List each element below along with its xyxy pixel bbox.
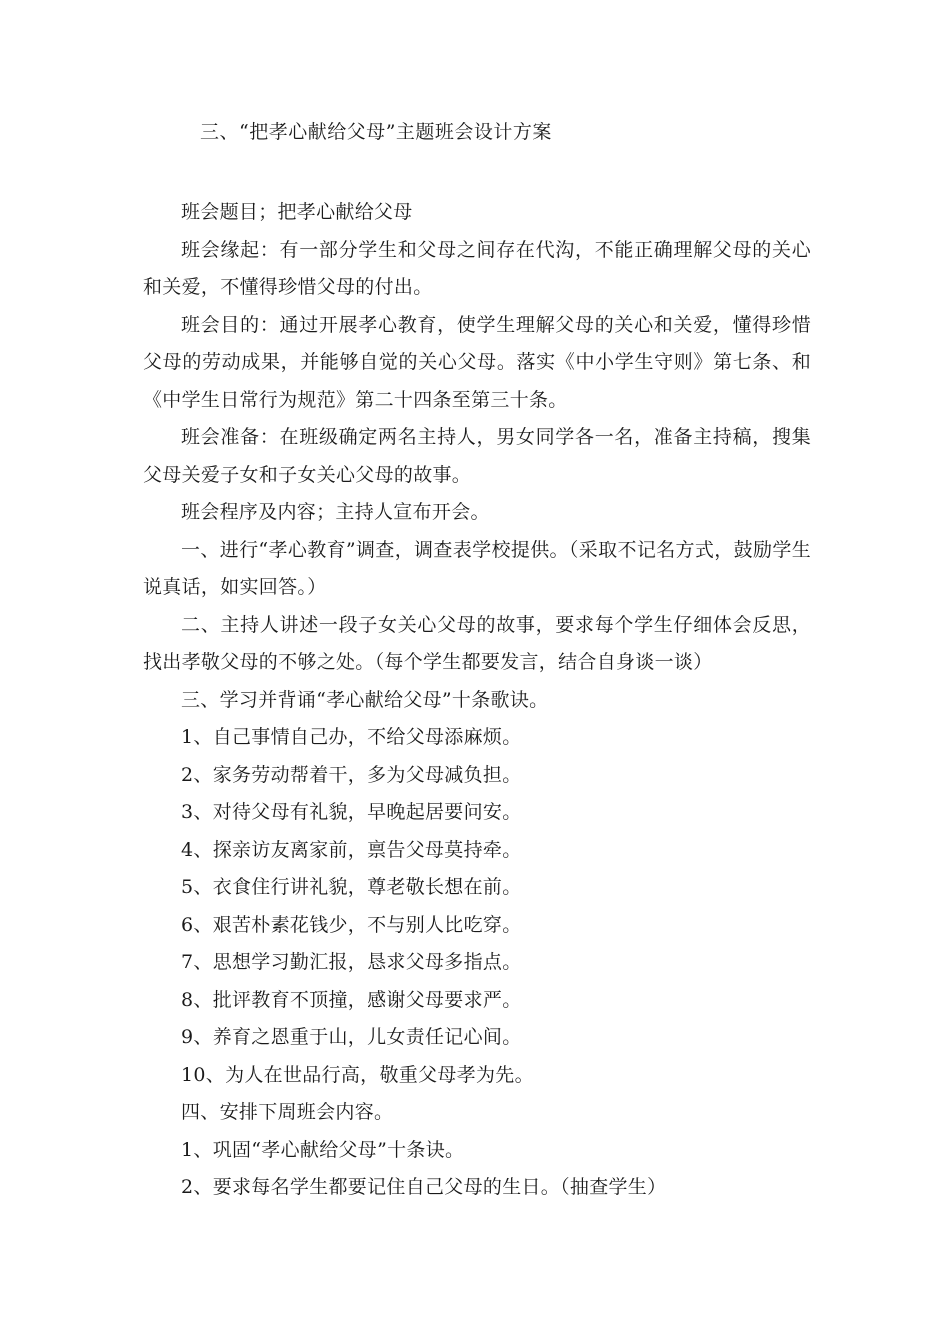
paragraph-procedure: 班会程序及内容；主持人宣布开会。: [181, 501, 490, 523]
paragraph-topic: 班会题目；把孝心献给父母: [181, 201, 413, 223]
list-item-next-1: 1、巩固“孝心献给父母”十条诀。: [181, 1138, 465, 1161]
paragraph-preparation: 班会准备：在班级确定两名主持人，男女同学各一名，准备主持稿，搜集父母关爱子女和子女关心父母的故事。: [143, 426, 811, 486]
list-item-verse-5: 5、衣食住行讲礼貌，尊老敬长想在前。: [181, 876, 522, 898]
list-item-verse-6: 6、艰苦朴素花钱少，不与别人比吃穿。: [181, 913, 522, 936]
list-item-verse-3: 3、对待父母有礼貌，早晚起居要问安。: [181, 801, 522, 823]
list-item-next-2: 2、要求每名学生都要记住自己父母的生日。（抽查学生）: [181, 1176, 667, 1198]
document-title: 三、“把孝心献给父母”主题班会设计方案: [200, 121, 552, 143]
paragraph-step-one: 一、进行“孝心教育”调查，调查表学校提供。（采取不记名方式，鼓励学生说真话，如实回答。）: [143, 538, 811, 598]
document-body: [143, 194, 811, 1207]
list-item-verse-8: 8、批评教育不顶撞，感谢父母要求严。: [181, 988, 522, 1011]
list-item-verse-9: 9、养育之恩重于山，儿女责任记心间。: [181, 1026, 522, 1048]
list-item-verse-2: 2、家务劳动帮着干，多为父母减负担。: [181, 763, 522, 786]
paragraph-purpose: 班会目的：通过开展孝心教育，使学生理解父母的关心和关爱，懂得珍惜父母的劳动成果，并能够自觉的关心父母。落实《中小学生守则》第七条、和《中学生日常行为规范》第二十四条至第三十条。: [143, 313, 811, 411]
paragraph-step-two: 二、主持人讲述一段子女关心父母的故事，要求每个学生仔细体会反思，找出孝敬父母的不够之处。（每个学生都要发言，结合自身谈一谈）: [143, 613, 811, 673]
list-item-verse-7: 7、思想学习勤汇报，恳求父母多指点。: [181, 951, 522, 973]
list-item-verse-4: 4、探亲访友离家前，禀告父母莫持牵。: [181, 838, 522, 861]
list-item-verse-1: 1、自己事情自己办，不给父母添麻烦。: [181, 726, 522, 748]
paragraph-step-three: 三、学习并背诵“孝心献给父母”十条歌诀。: [181, 688, 549, 711]
paragraph-step-four: 四、安排下周班会内容。: [181, 1101, 394, 1123]
list-item-verse-10: 10、为人在世品行高，敬重父母孝为先。: [181, 1063, 534, 1086]
paragraph-origin: 班会缘起：有一部分学生和父母之间存在代沟，不能正确理解父母的关心和关爱，不懂得珍惜父母的付出。: [143, 238, 811, 298]
